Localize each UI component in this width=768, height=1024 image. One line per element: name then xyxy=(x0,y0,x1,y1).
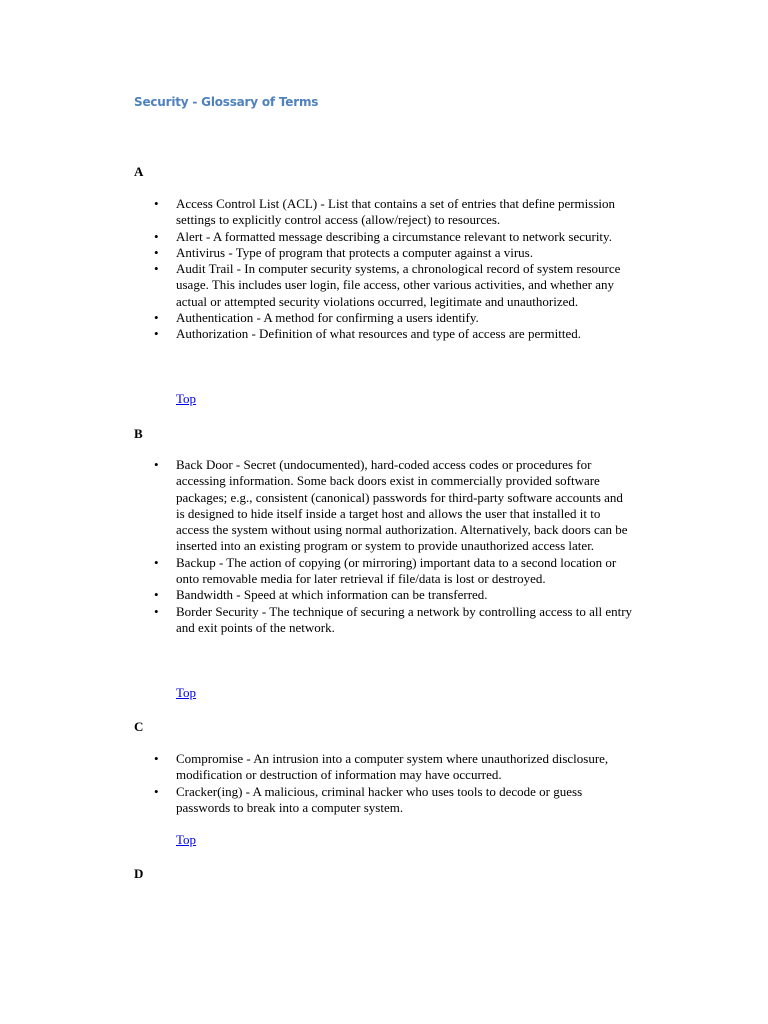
bullet-icon: • xyxy=(154,196,159,211)
list-item xyxy=(134,604,634,637)
term-definition: Compromise - An intrusion into a computer system where unauthorized disclosure, modification or destruction of information may have occurred. xyxy=(176,751,609,783)
section-letter-a: A xyxy=(134,164,144,179)
term-list-c xyxy=(134,751,634,816)
bullet-icon: • xyxy=(154,228,159,244)
top-link-b[interactable]: Top xyxy=(176,685,197,700)
top-link-a[interactable]: Top xyxy=(176,391,197,406)
bullet-icon: • xyxy=(154,457,159,472)
bullet-icon: • xyxy=(154,554,159,570)
section-letter-b: B xyxy=(134,426,143,441)
bullet-icon: • xyxy=(154,783,159,799)
list-item xyxy=(134,229,634,245)
bullet-icon: • xyxy=(154,603,159,619)
top-link-c[interactable]: Top xyxy=(176,832,197,847)
list-item xyxy=(134,555,634,588)
term-definition: Border Security - The technique of securing a network by controlling access to all entry and exit points of the network. xyxy=(176,603,633,635)
bullet-icon: • xyxy=(154,244,159,260)
bullet-icon: • xyxy=(154,751,159,766)
term-definition: Authorization - Definition of what resources and type of access are permitted. xyxy=(176,326,582,342)
term-definition: Backup - The action of copying (or mirroring) important data to a second location or onto removable media for later retrieval if file/data is lost or destroyed. xyxy=(176,554,617,587)
page-title: Security - Glossary of Terms xyxy=(134,95,319,109)
list-item xyxy=(134,587,634,603)
term-definition: Antivirus - Type of program that protects a computer against a virus. xyxy=(176,244,533,260)
list-item xyxy=(134,457,634,555)
list-item xyxy=(134,326,634,342)
list-item xyxy=(134,245,634,261)
term-definition: Back Door - Secret (undocumented), hard-coded access codes or procedures for accessing information. Some back doors exist in commercially provided software packages; e.g., consistent (canonical) passwords for third-party software accounts and is designed to hide itself inside a target host and allows the user that installed it to access the system without using normal authorization. Alternatively, back doors can be inserted into an existing program or system to provide unauthorized access later. xyxy=(176,457,628,554)
bullet-icon: • xyxy=(154,261,159,277)
list-item xyxy=(134,261,634,310)
term-definition: Authentication - A method for confirming a users identify. xyxy=(176,310,479,326)
term-list-a xyxy=(134,196,634,343)
section-letter-c: C xyxy=(134,719,144,734)
list-item xyxy=(134,310,634,326)
term-definition: Audit Trail - In computer security systems, a chronological record of system resource usage. This includes user login, file access, other various activities, and whether any actual or attempted security violations occurred, legitimate and unauthorized. xyxy=(176,261,621,309)
list-item xyxy=(134,784,634,817)
bullet-icon: • xyxy=(154,310,159,326)
term-definition: Bandwidth - Speed at which information can be transferred. xyxy=(176,587,488,603)
section-letter-d: D xyxy=(134,866,144,881)
list-item xyxy=(134,751,634,784)
term-definition: Cracker(ing) - A malicious, criminal hacker who uses tools to decode or guess passwords to break into a computer system. xyxy=(176,783,583,815)
term-definition: Alert - A formatted message describing a circumstance relevant to network security. xyxy=(176,228,612,244)
bullet-icon: • xyxy=(154,587,159,603)
term-list-b xyxy=(134,457,634,636)
bullet-icon: • xyxy=(154,326,159,342)
list-item xyxy=(134,196,634,229)
term-definition: Access Control List (ACL) - List that contains a set of entries that define permission settings to explicitly control access (allow/reject) to resources. xyxy=(176,196,616,228)
